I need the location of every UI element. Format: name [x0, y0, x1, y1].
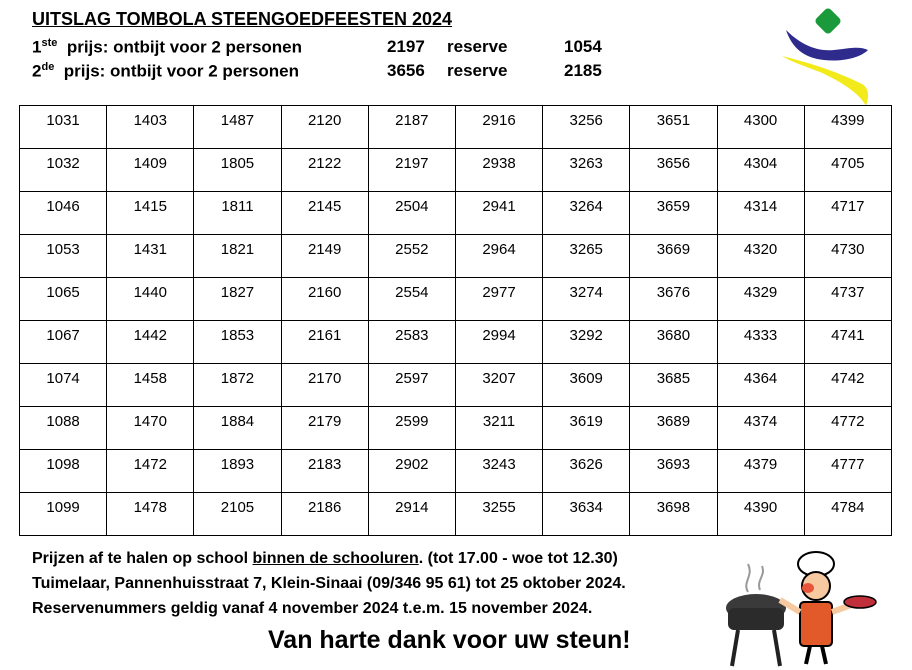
grill-body: [728, 608, 784, 630]
table-cell: 2941: [455, 192, 542, 235]
table-cell: 2597: [368, 364, 455, 407]
reserve-validity-info: Reservenummers geldig vanaf 4 november 2024 t.e.m. 15 november 2024.: [32, 600, 593, 617]
grill-smoke: [746, 564, 763, 592]
table-row: [20, 278, 892, 321]
school-logo: [780, 6, 876, 110]
table-cell: 2179: [281, 407, 368, 450]
table-cell: 2186: [281, 493, 368, 536]
table-cell: 4314: [717, 192, 804, 235]
table-cell: 3292: [543, 321, 630, 364]
second-prize-number: 3656: [387, 61, 425, 80]
table-cell: 3659: [630, 192, 717, 235]
table-cell: 1805: [194, 149, 281, 192]
table-cell: 3274: [543, 278, 630, 321]
chef-leg: [822, 646, 826, 664]
table-cell: 4737: [804, 278, 891, 321]
second-prize-label: 2de prijs: ontbijt voor 2 personen: [32, 61, 299, 81]
table-cell: 4717: [804, 192, 891, 235]
thank-you-message: Van harte dank voor uw steun!: [268, 626, 631, 654]
first-reserve-number: 1054: [564, 37, 602, 56]
table-cell: 3680: [630, 321, 717, 364]
table-cell: 3264: [543, 192, 630, 235]
logo-purple-swoosh: [786, 30, 868, 61]
meat-plate: [844, 596, 876, 608]
table-cell: 4300: [717, 106, 804, 149]
table-cell: 1032: [20, 149, 107, 192]
table-cell: 3243: [455, 450, 542, 493]
first-prize-number: 2197: [387, 37, 425, 56]
table-cell: 3626: [543, 450, 630, 493]
logo-green-diamond: [814, 7, 842, 35]
bbq-chef-illustration: [718, 550, 878, 668]
table-cell: 1884: [194, 407, 281, 450]
table-cell: 3676: [630, 278, 717, 321]
table-cell: 3256: [543, 106, 630, 149]
table-cell: 2914: [368, 493, 455, 536]
chef-leg: [806, 646, 810, 664]
table-cell: 2964: [455, 235, 542, 278]
table-cell: 1098: [20, 450, 107, 493]
table-cell: 4772: [804, 407, 891, 450]
table-cell: 3255: [455, 493, 542, 536]
table-cell: 2183: [281, 450, 368, 493]
table-cell: 3211: [455, 407, 542, 450]
table-cell: 1487: [194, 106, 281, 149]
table-cell: 3693: [630, 450, 717, 493]
table-row: [20, 235, 892, 278]
second-reserve-label: reserve: [447, 61, 508, 80]
table-cell: 2552: [368, 235, 455, 278]
table-cell: 2599: [368, 407, 455, 450]
table-cell: 3651: [630, 106, 717, 149]
table-row: [20, 149, 892, 192]
table-cell: 2554: [368, 278, 455, 321]
table-row: [20, 192, 892, 235]
table-cell: 2916: [455, 106, 542, 149]
table-cell: 1472: [107, 450, 194, 493]
table-cell: 3619: [543, 407, 630, 450]
table-cell: 2977: [455, 278, 542, 321]
table-cell: 3689: [630, 407, 717, 450]
table-cell: 2583: [368, 321, 455, 364]
table-cell: 1440: [107, 278, 194, 321]
table-cell: 2145: [281, 192, 368, 235]
table-cell: 4320: [717, 235, 804, 278]
table-cell: 2938: [455, 149, 542, 192]
chef-nose: [802, 583, 814, 593]
address-info: Tuimelaar, Pannenhuisstraat 7, Klein-Sinaai (09/346 95 61) tot 25 oktober 2024.: [32, 575, 626, 592]
table-cell: 1403: [107, 106, 194, 149]
table-cell: 2161: [281, 321, 368, 364]
table-cell: 4399: [804, 106, 891, 149]
table-cell: 2105: [194, 493, 281, 536]
table-cell: 1470: [107, 407, 194, 450]
table-cell: 1088: [20, 407, 107, 450]
table-cell: 1074: [20, 364, 107, 407]
winning-numbers-table: [19, 105, 892, 536]
table-cell: 4304: [717, 149, 804, 192]
page-title: UITSLAG TOMBOLA STEENGOEDFEESTEN 2024: [32, 9, 453, 29]
pickup-info: Prijzen af te halen op school binnen de schooluren. (tot 17.00 - woe tot 12.30): [32, 550, 618, 567]
table-row: [20, 407, 892, 450]
table-cell: 2902: [368, 450, 455, 493]
table-cell: 1046: [20, 192, 107, 235]
table-cell: 1458: [107, 364, 194, 407]
table-cell: 4329: [717, 278, 804, 321]
table-cell: 2504: [368, 192, 455, 235]
table-cell: 3263: [543, 149, 630, 192]
table-cell: 1827: [194, 278, 281, 321]
table-cell: 2149: [281, 235, 368, 278]
table-cell: 1067: [20, 321, 107, 364]
second-reserve-number: 2185: [564, 61, 602, 80]
table-cell: 1415: [107, 192, 194, 235]
table-row: [20, 450, 892, 493]
table-cell: 1053: [20, 235, 107, 278]
table-cell: 3265: [543, 235, 630, 278]
table-cell: 1821: [194, 235, 281, 278]
table-cell: 4374: [717, 407, 804, 450]
table-row: [20, 321, 892, 364]
table-cell: 3656: [630, 149, 717, 192]
table-cell: 2994: [455, 321, 542, 364]
table-cell: 2197: [368, 149, 455, 192]
grill-leg: [774, 630, 780, 666]
table-cell: 1431: [107, 235, 194, 278]
table-cell: 4730: [804, 235, 891, 278]
table-cell: 1031: [20, 106, 107, 149]
table-row: [20, 493, 892, 536]
table-cell: 2160: [281, 278, 368, 321]
table-cell: 3634: [543, 493, 630, 536]
table-cell: 4742: [804, 364, 891, 407]
table-cell: 2120: [281, 106, 368, 149]
first-prize-label: 1ste prijs: ontbijt voor 2 personen: [32, 37, 303, 57]
table-cell: 1811: [194, 192, 281, 235]
table-cell: 3609: [543, 364, 630, 407]
table-cell: 1442: [107, 321, 194, 364]
table-cell: 4705: [804, 149, 891, 192]
table-cell: 1065: [20, 278, 107, 321]
table-cell: 3698: [630, 493, 717, 536]
table-cell: 1409: [107, 149, 194, 192]
table-cell: 4333: [717, 321, 804, 364]
table-row: [20, 364, 892, 407]
table-row: [20, 106, 892, 149]
table-cell: 4379: [717, 450, 804, 493]
table-cell: 3207: [455, 364, 542, 407]
table-cell: 3669: [630, 235, 717, 278]
table-cell: 4364: [717, 364, 804, 407]
table-cell: 4784: [804, 493, 891, 536]
table-cell: 2187: [368, 106, 455, 149]
table-cell: 2170: [281, 364, 368, 407]
table-cell: 4741: [804, 321, 891, 364]
table-cell: 1893: [194, 450, 281, 493]
table-cell: 1099: [20, 493, 107, 536]
table-cell: 1872: [194, 364, 281, 407]
logo-yellow-swoosh: [782, 56, 868, 106]
table-cell: 4777: [804, 450, 891, 493]
table-cell: 1478: [107, 493, 194, 536]
table-cell: 2122: [281, 149, 368, 192]
table-cell: 3685: [630, 364, 717, 407]
table-cell: 1853: [194, 321, 281, 364]
chef-apron: [800, 602, 832, 646]
table-cell: 4390: [717, 493, 804, 536]
first-reserve-label: reserve: [447, 37, 508, 56]
grill-leg: [732, 630, 738, 666]
